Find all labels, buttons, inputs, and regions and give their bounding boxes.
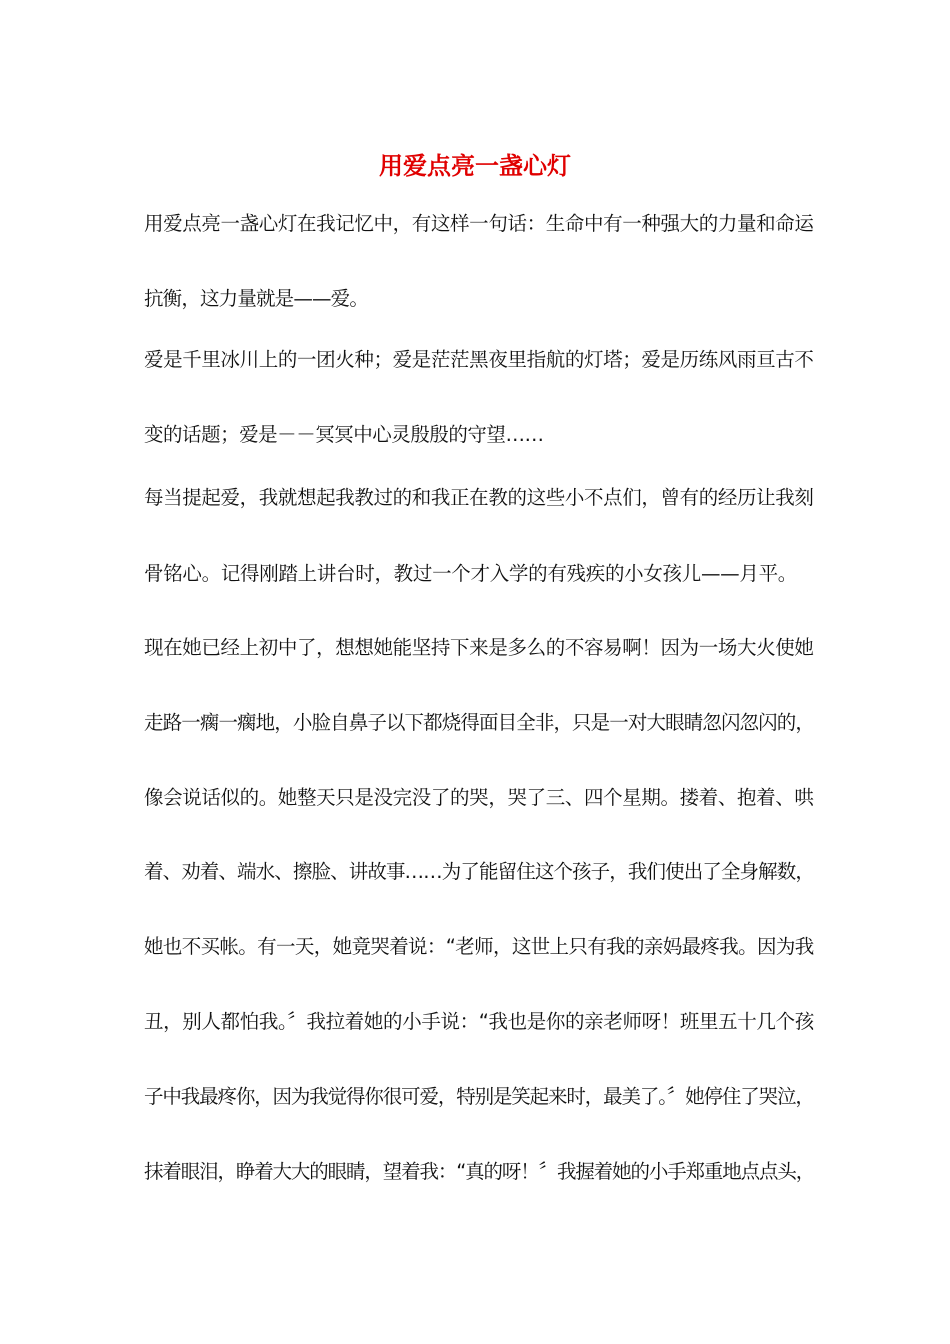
body-line-4: 变的话题；爱是－－冥冥中心灵殷殷的守望……	[144, 423, 544, 446]
body-line-13: 子中我最疼你，因为我觉得你很可爱，特别是笑起来时，最美了。〞她停住了哭泣，	[144, 1085, 814, 1108]
body-line-14: 抹着眼泪，睁着大大的眼睛，望着我：“真的呀！〞我握着她的小手郑重地点点头，	[144, 1160, 815, 1183]
body-line-11: 她也不买帐。有一天，她竟哭着说：“老师，这世上只有我的亲妈最疼我。因为我	[144, 935, 814, 958]
body-line-6: 骨铭心。记得刚踏上讲台时，教过一个才入学的有残疾的小女孩儿——月平。	[144, 562, 798, 585]
body-line-12: 丑，别人都怕我。〞我拉着她的小手说：“我也是你的亲老师呀！班里五十几个孩	[144, 1010, 814, 1033]
body-line-9: 像会说话似的。她整天只是没完没了的哭，哭了三、四个星期。搂着、抱着、哄	[144, 786, 814, 809]
body-line-10: 着、劝着、端水、擦脸、讲故事……为了能留住这个孩子，我们使出了全身解数，	[144, 860, 815, 883]
body-line-7: 现在她已经上初中了，想想她能坚持下来是多么的不容易啊！因为一场大火使她	[144, 636, 814, 659]
body-line-1: 用爱点亮一盏心灯在我记忆中，有这样一句话：生命中有一种强大的力量和命运	[144, 212, 814, 235]
body-line-3: 爱是千里冰川上的一团火种；爱是茫茫黑夜里指航的灯塔；爱是历练风雨亘古不	[144, 348, 814, 371]
body-line-2: 抗衡，这力量就是——爱。	[144, 287, 369, 310]
document-title: 用爱点亮一盏心灯	[379, 151, 571, 180]
body-line-5: 每当提起爱，我就想起我教过的和我正在教的这些小不点们，曾有的经历让我刻	[144, 486, 814, 509]
body-line-8: 走路一瘸一瘸地，小脸自鼻子以下都烧得面目全非，只是一对大眼睛忽闪忽闪的，	[144, 711, 815, 734]
